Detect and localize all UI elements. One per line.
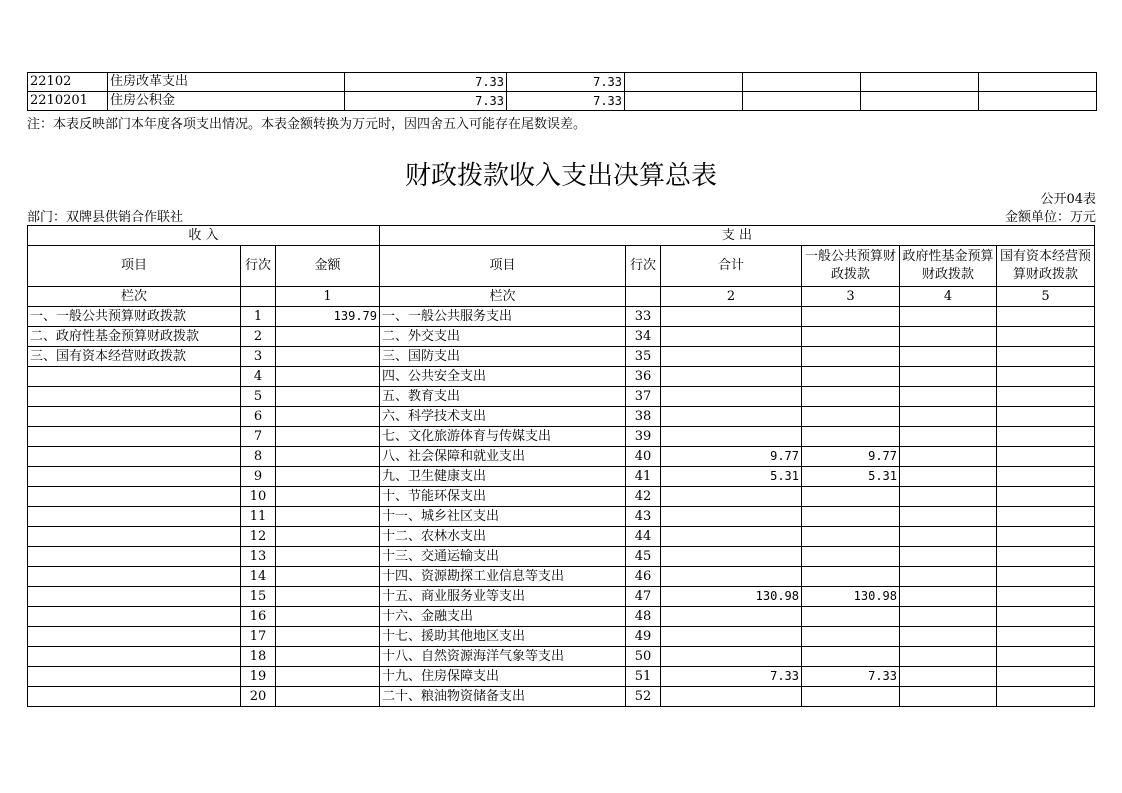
expense-row-no-cell: 44	[626, 527, 661, 547]
income-amount-cell	[276, 487, 380, 507]
name-cell: 住房公积金	[108, 92, 345, 111]
expense-row-no-cell: 43	[626, 507, 661, 527]
expense-row-no-cell: 50	[626, 647, 661, 667]
expense-row-no-cell: 46	[626, 567, 661, 587]
income-amount-cell	[276, 427, 380, 447]
expense-row-no-cell: 40	[626, 447, 661, 467]
income-item-cell	[28, 587, 241, 607]
total-cell	[661, 607, 802, 627]
gov-fund-cell	[900, 427, 997, 447]
blank-cell	[979, 73, 1097, 92]
state-capital-cell	[997, 527, 1095, 547]
col-amount: 金额	[276, 246, 380, 287]
total-cell	[661, 407, 802, 427]
col-index-1: 1	[276, 287, 380, 307]
income-item-cell	[28, 567, 241, 587]
col-row-no: 行次	[241, 246, 276, 287]
gov-fund-cell	[900, 327, 997, 347]
income-item-cell: 一、一般公共预算财政拨款	[28, 307, 241, 327]
general-cell: 9.77	[802, 447, 900, 467]
expense-row-no-cell: 45	[626, 547, 661, 567]
table-row	[28, 607, 1095, 627]
gov-fund-cell	[900, 587, 997, 607]
income-item-cell: 三、国有资本经营财政拨款	[28, 347, 241, 367]
general-cell	[802, 387, 900, 407]
general-cell	[802, 307, 900, 327]
table-row	[28, 447, 1095, 467]
gov-fund-cell	[900, 467, 997, 487]
col-label: 栏次	[28, 287, 241, 307]
state-capital-cell	[997, 607, 1095, 627]
gov-fund-cell	[900, 447, 997, 467]
expense-item-cell: 九、卫生健康支出	[380, 467, 626, 487]
top-expense-table	[27, 72, 1097, 111]
total-cell	[661, 427, 802, 447]
basic-cell: 7.33	[507, 73, 625, 92]
total-cell: 7.33	[345, 73, 507, 92]
gov-fund-cell	[900, 687, 997, 707]
total-cell: 7.33	[345, 92, 507, 111]
table-row	[28, 687, 1095, 707]
blank-cell	[861, 73, 979, 92]
general-cell	[802, 507, 900, 527]
basic-cell: 7.33	[507, 92, 625, 111]
department-label: 部门：双牌县供销合作联社	[27, 210, 184, 225]
expense-item-cell: 六、科学技术支出	[380, 407, 626, 427]
table-row	[28, 327, 1095, 347]
expense-item-cell: 十二、农林水支出	[380, 527, 626, 547]
general-cell	[802, 627, 900, 647]
general-cell	[802, 567, 900, 587]
general-cell: 5.31	[802, 467, 900, 487]
state-capital-cell	[997, 487, 1095, 507]
gov-fund-cell	[900, 567, 997, 587]
income-row-no-cell: 15	[241, 587, 276, 607]
expense-row-no-cell: 52	[626, 687, 661, 707]
expense-item-cell: 八、社会保障和就业支出	[380, 447, 626, 467]
total-cell	[661, 347, 802, 367]
income-item-cell	[28, 507, 241, 527]
income-amount-cell	[276, 387, 380, 407]
income-item-cell	[28, 547, 241, 567]
gov-fund-cell	[900, 607, 997, 627]
header-row-sections	[28, 226, 1095, 246]
expense-item-cell: 四、公共安全支出	[380, 367, 626, 387]
col-index-5: 5	[997, 287, 1095, 307]
expense-row-no-cell: 42	[626, 487, 661, 507]
income-amount-cell	[276, 567, 380, 587]
table-row	[28, 387, 1095, 407]
income-amount-cell	[276, 327, 380, 347]
state-capital-cell	[997, 667, 1095, 687]
income-item-cell	[28, 447, 241, 467]
income-row-no-cell: 17	[241, 627, 276, 647]
unit-label: 金额单位：万元	[1004, 210, 1096, 225]
col-index-3: 3	[802, 287, 900, 307]
blank-cell	[979, 92, 1097, 111]
gov-fund-cell	[900, 627, 997, 647]
gov-fund-cell	[900, 347, 997, 367]
income-header: 收 入	[28, 226, 380, 246]
income-row-no-cell: 12	[241, 527, 276, 547]
table-row	[28, 427, 1095, 447]
income-row-no-cell: 2	[241, 327, 276, 347]
income-row-no-cell: 11	[241, 507, 276, 527]
income-amount-cell	[276, 667, 380, 687]
table-row	[28, 587, 1095, 607]
income-item-cell	[28, 387, 241, 407]
expense-item-cell: 十九、住房保障支出	[380, 667, 626, 687]
total-cell	[661, 547, 802, 567]
expense-row-no-cell: 37	[626, 387, 661, 407]
table-row	[28, 527, 1095, 547]
table-row	[28, 73, 1097, 92]
blank-cell	[626, 287, 661, 307]
total-cell	[661, 487, 802, 507]
general-cell	[802, 407, 900, 427]
general-cell	[802, 647, 900, 667]
gov-fund-cell	[900, 387, 997, 407]
state-capital-cell	[997, 367, 1095, 387]
income-amount-cell	[276, 447, 380, 467]
income-row-no-cell: 9	[241, 467, 276, 487]
total-cell: 9.77	[661, 447, 802, 467]
col-general: 一般公共预算财政拨款	[802, 246, 900, 287]
state-capital-cell	[997, 427, 1095, 447]
form-number: 公开04表	[1040, 192, 1096, 207]
expense-item-cell: 十六、金融支出	[380, 607, 626, 627]
general-cell: 130.98	[802, 587, 900, 607]
table-row	[28, 367, 1095, 387]
state-capital-cell	[997, 347, 1095, 367]
main-summary-table	[27, 225, 1095, 707]
expense-item-cell: 十三、交通运输支出	[380, 547, 626, 567]
general-cell	[802, 527, 900, 547]
state-capital-cell	[997, 387, 1095, 407]
col-index-2: 2	[661, 287, 802, 307]
expense-header: 支 出	[380, 226, 1095, 246]
state-capital-cell	[997, 547, 1095, 567]
state-capital-cell	[997, 687, 1095, 707]
state-capital-cell	[997, 307, 1095, 327]
code-cell: 2210201	[28, 92, 108, 111]
table-row	[28, 487, 1095, 507]
general-cell	[802, 547, 900, 567]
income-row-no-cell: 8	[241, 447, 276, 467]
expense-item-cell: 十四、资源勘探工业信息等支出	[380, 567, 626, 587]
income-row-no-cell: 4	[241, 367, 276, 387]
income-row-no-cell: 3	[241, 347, 276, 367]
expense-item-cell: 五、教育支出	[380, 387, 626, 407]
blank-cell	[625, 73, 743, 92]
col-label-2: 栏次	[380, 287, 626, 307]
total-cell	[661, 687, 802, 707]
total-cell: 130.98	[661, 587, 802, 607]
table-row	[28, 307, 1095, 327]
state-capital-cell	[997, 447, 1095, 467]
table-row	[28, 647, 1095, 667]
income-amount-cell	[276, 587, 380, 607]
total-cell	[661, 507, 802, 527]
expense-item-cell: 七、文化旅游体育与传媒支出	[380, 427, 626, 447]
income-row-no-cell: 20	[241, 687, 276, 707]
general-cell: 7.33	[802, 667, 900, 687]
income-item-cell	[28, 627, 241, 647]
table-row	[28, 92, 1097, 111]
state-capital-cell	[997, 587, 1095, 607]
income-item-cell	[28, 407, 241, 427]
income-row-no-cell: 1	[241, 307, 276, 327]
income-item-cell	[28, 427, 241, 447]
gov-fund-cell	[900, 547, 997, 567]
table-row	[28, 467, 1095, 487]
code-cell: 22102	[28, 73, 108, 92]
col-row-no2: 行次	[626, 246, 661, 287]
income-amount-cell	[276, 367, 380, 387]
expense-item-cell: 十八、自然资源海洋气象等支出	[380, 647, 626, 667]
income-row-no-cell: 18	[241, 647, 276, 667]
income-item-cell	[28, 367, 241, 387]
expense-row-no-cell: 51	[626, 667, 661, 687]
table-row	[28, 407, 1095, 427]
income-item-cell	[28, 527, 241, 547]
gov-fund-cell	[900, 487, 997, 507]
total-cell: 7.33	[661, 667, 802, 687]
income-item-cell	[28, 647, 241, 667]
gov-fund-cell	[900, 367, 997, 387]
income-row-no-cell: 10	[241, 487, 276, 507]
income-item-cell	[28, 607, 241, 627]
expense-item-cell: 十七、援助其他地区支出	[380, 627, 626, 647]
total-cell	[661, 527, 802, 547]
income-row-no-cell: 19	[241, 667, 276, 687]
state-capital-cell	[997, 507, 1095, 527]
income-item-cell	[28, 487, 241, 507]
income-amount-cell	[276, 407, 380, 427]
expense-item-cell: 十五、商业服务业等支出	[380, 587, 626, 607]
general-cell	[802, 687, 900, 707]
income-amount-cell	[276, 647, 380, 667]
state-capital-cell	[997, 407, 1095, 427]
income-item-cell	[28, 687, 241, 707]
gov-fund-cell	[900, 667, 997, 687]
header-row-index	[28, 287, 1095, 307]
total-cell	[661, 327, 802, 347]
blank-cell	[743, 92, 861, 111]
general-cell	[802, 367, 900, 387]
col-gov-fund: 政府性基金预算财政拨款	[900, 246, 997, 287]
table-note: 注：本表反映部门本年度各项支出情况。本表金额转换为万元时，因四舍五入可能存在尾数误差。	[27, 117, 587, 132]
col-item: 项目	[28, 246, 241, 287]
header-row-columns	[28, 246, 1095, 287]
gov-fund-cell	[900, 647, 997, 667]
table-row	[28, 507, 1095, 527]
table-row	[28, 667, 1095, 687]
expense-item-cell: 二十、粮油物资储备支出	[380, 687, 626, 707]
income-item-cell	[28, 667, 241, 687]
expense-row-no-cell: 35	[626, 347, 661, 367]
general-cell	[802, 427, 900, 447]
gov-fund-cell	[900, 527, 997, 547]
total-cell	[661, 387, 802, 407]
total-cell	[661, 307, 802, 327]
general-cell	[802, 327, 900, 347]
income-row-no-cell: 5	[241, 387, 276, 407]
expense-item-cell: 一、一般公共服务支出	[380, 307, 626, 327]
income-amount-cell	[276, 527, 380, 547]
expense-row-no-cell: 34	[626, 327, 661, 347]
income-row-no-cell: 16	[241, 607, 276, 627]
income-amount-cell: 139.79	[276, 307, 380, 327]
page-title: 财政拨款收入支出决算总表	[404, 161, 717, 191]
state-capital-cell	[997, 647, 1095, 667]
state-capital-cell	[997, 627, 1095, 647]
income-row-no-cell: 13	[241, 547, 276, 567]
general-cell	[802, 347, 900, 367]
expense-item-cell: 十一、城乡社区支出	[380, 507, 626, 527]
expense-row-no-cell: 38	[626, 407, 661, 427]
table-row	[28, 547, 1095, 567]
income-amount-cell	[276, 347, 380, 367]
total-cell	[661, 367, 802, 387]
table-row	[28, 347, 1095, 367]
expense-row-no-cell: 36	[626, 367, 661, 387]
state-capital-cell	[997, 327, 1095, 347]
blank-cell	[861, 92, 979, 111]
income-item-cell	[28, 467, 241, 487]
income-amount-cell	[276, 507, 380, 527]
income-amount-cell	[276, 467, 380, 487]
expense-row-no-cell: 48	[626, 607, 661, 627]
total-cell	[661, 567, 802, 587]
income-row-no-cell: 14	[241, 567, 276, 587]
expense-item-cell: 二、外交支出	[380, 327, 626, 347]
col-state-capital: 国有资本经营预算财政拨款	[997, 246, 1095, 287]
state-capital-cell	[997, 567, 1095, 587]
expense-item-cell: 十、节能环保支出	[380, 487, 626, 507]
col-total: 合计	[661, 246, 802, 287]
blank-cell	[743, 73, 861, 92]
gov-fund-cell	[900, 407, 997, 427]
total-cell	[661, 647, 802, 667]
income-amount-cell	[276, 687, 380, 707]
total-cell: 5.31	[661, 467, 802, 487]
general-cell	[802, 607, 900, 627]
general-cell	[802, 487, 900, 507]
expense-row-no-cell: 41	[626, 467, 661, 487]
expense-item-cell: 三、国防支出	[380, 347, 626, 367]
state-capital-cell	[997, 467, 1095, 487]
income-amount-cell	[276, 547, 380, 567]
blank-cell	[625, 92, 743, 111]
col-item2: 项目	[380, 246, 626, 287]
total-cell	[661, 627, 802, 647]
expense-row-no-cell: 49	[626, 627, 661, 647]
income-amount-cell	[276, 627, 380, 647]
expense-row-no-cell: 47	[626, 587, 661, 607]
gov-fund-cell	[900, 507, 997, 527]
col-index-4: 4	[900, 287, 997, 307]
income-row-no-cell: 6	[241, 407, 276, 427]
blank-cell	[241, 287, 276, 307]
expense-row-no-cell: 39	[626, 427, 661, 447]
income-amount-cell	[276, 607, 380, 627]
table-row	[28, 627, 1095, 647]
income-item-cell: 二、政府性基金预算财政拨款	[28, 327, 241, 347]
table-row	[28, 567, 1095, 587]
name-cell: 住房改革支出	[108, 73, 345, 92]
expense-row-no-cell: 33	[626, 307, 661, 327]
gov-fund-cell	[900, 307, 997, 327]
income-row-no-cell: 7	[241, 427, 276, 447]
